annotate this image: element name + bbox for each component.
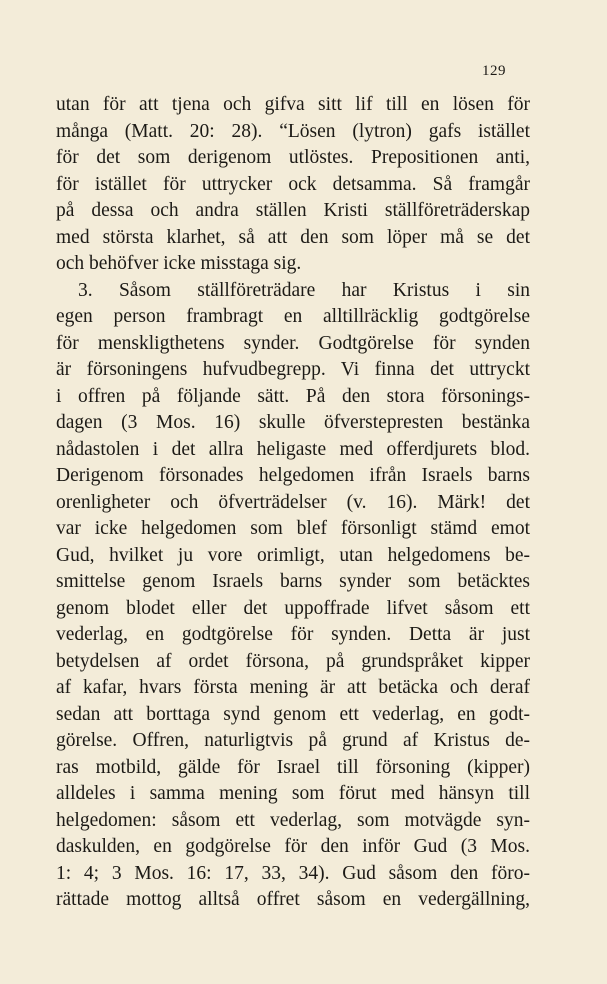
text-line: daskulden, en godgörelse för den inför Gud (3 Mos. [56, 836, 530, 857]
text-line: 1: 4; 3 Mos. 16: 17, 33, 34). Gud såsom den föro- [56, 862, 530, 884]
text-line: för istället för uttrycker ock detsamma. Så framgår [56, 173, 530, 195]
section-heading-line: 3. Såsom ställföreträdare har Kristus i sin [78, 279, 530, 301]
text-line: af kafar, hvars första mening är att betäcka och deraf [56, 677, 530, 698]
text-line: ras motbild, gälde för Israel till försoning (kipper) [56, 756, 530, 778]
text-line: med största klarhet, så att den som löper må se det [56, 226, 530, 248]
text-line: dagen (3 Mos. 16) skulle öfverstepresten bestänka [56, 412, 530, 433]
text-line: och behöfver icke misstaga sig. [56, 253, 302, 274]
text-line: sedan att borttaga synd genom ett vederlag, en godt- [56, 703, 530, 725]
text-line: vederlag, en godtgörelse för synden. Detta är just [56, 624, 530, 645]
text-line: för det som derigenom utlöstes. Prepositionen anti, [56, 147, 530, 168]
text-line: smittelse genom Israels barns synder som betäcktes [56, 571, 530, 592]
text-line: helgedomen: såsom ett vederlag, som motvägde syn- [56, 809, 530, 831]
text-line: orenligheter och öfverträdelser (v. 16). Märk! det [56, 491, 530, 513]
body-text [56, 92, 530, 914]
text-line: betydelsen af ordet försona, på grundspråket kipper [56, 650, 530, 672]
text-line: för menskligthetens synder. Godtgörelse för synden [56, 332, 530, 354]
text-line: rättade mottog alltså offret såsom en vedergällning, [56, 889, 530, 910]
text-line: många (Matt. 20: 28). “Lösen (lytron) gafs istället [56, 120, 530, 142]
text-line: i offren på följande sätt. På den stora försonings- [56, 385, 530, 407]
text-line: är försoningens hufvudbegrepp. Vi finna det uttryckt [56, 359, 530, 380]
text-line: genom blodet eller det uppoffrade lifvet såsom ett [56, 597, 530, 619]
text-line: Gud, hvilket ju vore orimligt, utan helgedomens be- [56, 544, 530, 566]
text-line: alldeles i samma mening som förut med hänsyn till [56, 783, 530, 804]
text-line: på dessa och andra ställen Kristi ställföreträderskap [56, 200, 530, 221]
text-line: utan för att tjena och gifva sitt lif till en lösen för [56, 94, 530, 115]
text-line: var icke helgedomen som blef försonligt stämd emot [56, 518, 530, 539]
text-line: nådastolen i det allra heligaste med offerdjurets blod. [56, 438, 530, 460]
text-line: Derigenom försonades helgedomen ifrån Israels barns [56, 465, 530, 486]
page-number: 129 [482, 63, 506, 79]
section-heading-line: egen person frambragt en alltillräcklig godtgörelse [56, 306, 530, 327]
text-line: görelse. Offren, naturligtvis på grund af Kristus de- [56, 730, 530, 751]
